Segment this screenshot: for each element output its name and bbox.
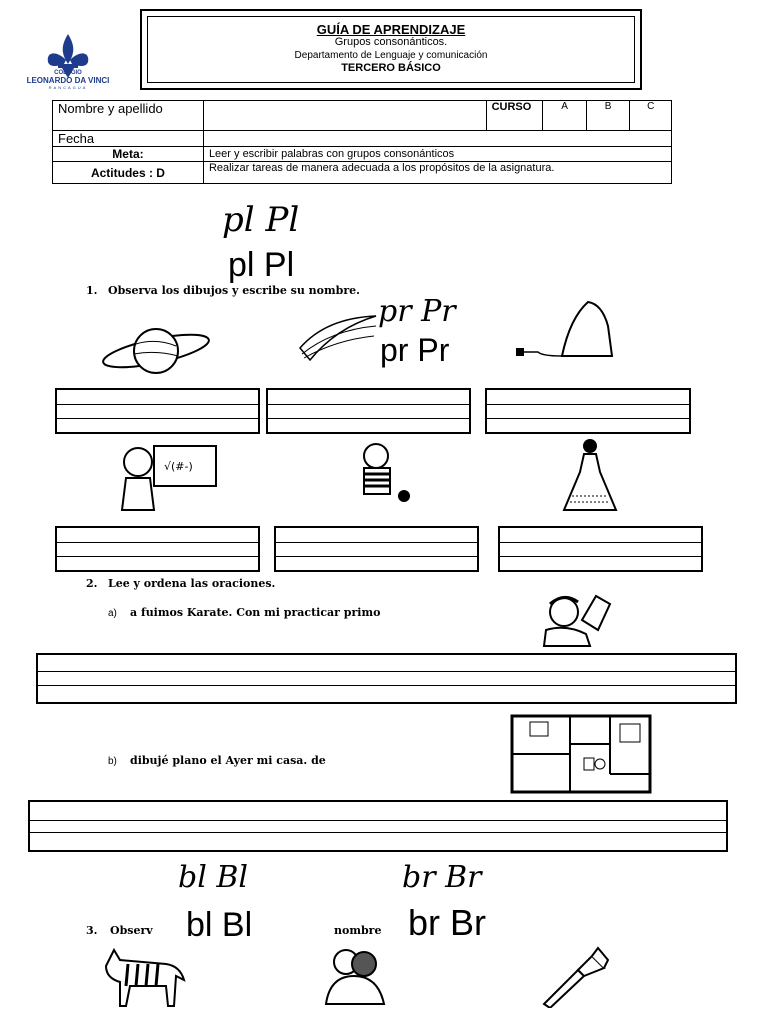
teacher-image: [108, 440, 220, 516]
school-logo: [18, 30, 118, 92]
answer-box-6[interactable]: [498, 526, 703, 572]
pr-cursive: pr Pr: [378, 294, 456, 329]
q2b-label: b): [108, 756, 117, 767]
logo-line2: LEONARDO DA VINCI: [26, 76, 110, 85]
answer-box-3[interactable]: [485, 388, 691, 434]
logo-line1: COLEGIO: [54, 70, 82, 76]
q2-text: Lee y ordena las oraciones.: [108, 577, 276, 590]
date-label: Fecha: [53, 131, 204, 147]
q3-text-left: Observ: [110, 924, 153, 937]
goal-label: Meta:: [53, 147, 204, 162]
hug-image: [318, 946, 392, 1006]
answer-box-5[interactable]: [274, 526, 479, 572]
q2a-text: a fuimos Karate. Con mi practicar primo: [130, 606, 381, 619]
answer-box-1[interactable]: [55, 388, 260, 434]
svg-text:√(#-): √(#-): [164, 460, 193, 473]
date-field[interactable]: [203, 131, 671, 147]
paintbrush-image: [540, 946, 610, 1008]
answer-box-4[interactable]: [55, 526, 260, 572]
boy-karate-image: [536, 590, 618, 648]
course-option-c[interactable]: C: [630, 101, 672, 131]
course-option-b[interactable]: B: [586, 101, 630, 131]
course-label: CURSO: [486, 101, 543, 131]
logo-line3: RANCAGUA: [48, 85, 88, 90]
prisoner-image: [344, 440, 414, 510]
q1-text: Observa los dibujos y escribe su nombre.: [108, 284, 360, 297]
princess-image: [560, 436, 620, 514]
goal-value: Leer y escribir palabras con grupos consonánticos: [203, 147, 671, 162]
attitudes-value: Realizar tareas de manera adecuada a los propósitos de la asignatura.: [203, 162, 671, 184]
house-plan-image: [510, 714, 652, 794]
zebra-image: [96, 946, 188, 1008]
iron-image: [512, 296, 616, 368]
student-info-table: [52, 100, 672, 184]
bl-cursive: bl Bl: [178, 860, 248, 895]
planet-image: [100, 322, 212, 380]
bl-print: bl Bl: [186, 906, 253, 944]
course-option-a[interactable]: A: [543, 101, 587, 131]
q3-number: 3.: [86, 924, 98, 937]
pl-cursive: pl Pl: [222, 200, 300, 240]
q3-text-right: nombre: [334, 924, 382, 937]
name-field[interactable]: [203, 101, 486, 131]
q1-number: 1.: [86, 284, 98, 297]
attitudes-label: Actitudes : D: [53, 162, 204, 184]
br-cursive: br Br: [402, 860, 482, 895]
pl-print: pl Pl: [228, 246, 295, 284]
worksheet-subtitle: Grupos consonánticos.: [334, 36, 448, 48]
q2b-text: dibujé plano el Ayer mi casa. de: [130, 754, 326, 767]
name-label: Nombre y apellido: [53, 101, 204, 131]
q2a-label: a): [108, 608, 117, 619]
worksheet-title: GUÍA DE APRENDIZAJE: [316, 22, 466, 37]
q2-number: 2.: [86, 577, 98, 590]
answer-box-2[interactable]: [266, 388, 471, 434]
title-box: [140, 9, 642, 90]
department: Departamento de Lenguaje y comunicación: [294, 50, 488, 61]
grade: TERCERO BÁSICO: [341, 62, 441, 74]
pr-print: pr Pr: [380, 332, 450, 368]
sentence-a-answer[interactable]: [36, 653, 737, 704]
br-print: br Br: [408, 902, 487, 943]
bananas-image: [296, 308, 378, 368]
sentence-b-answer[interactable]: [28, 800, 728, 852]
